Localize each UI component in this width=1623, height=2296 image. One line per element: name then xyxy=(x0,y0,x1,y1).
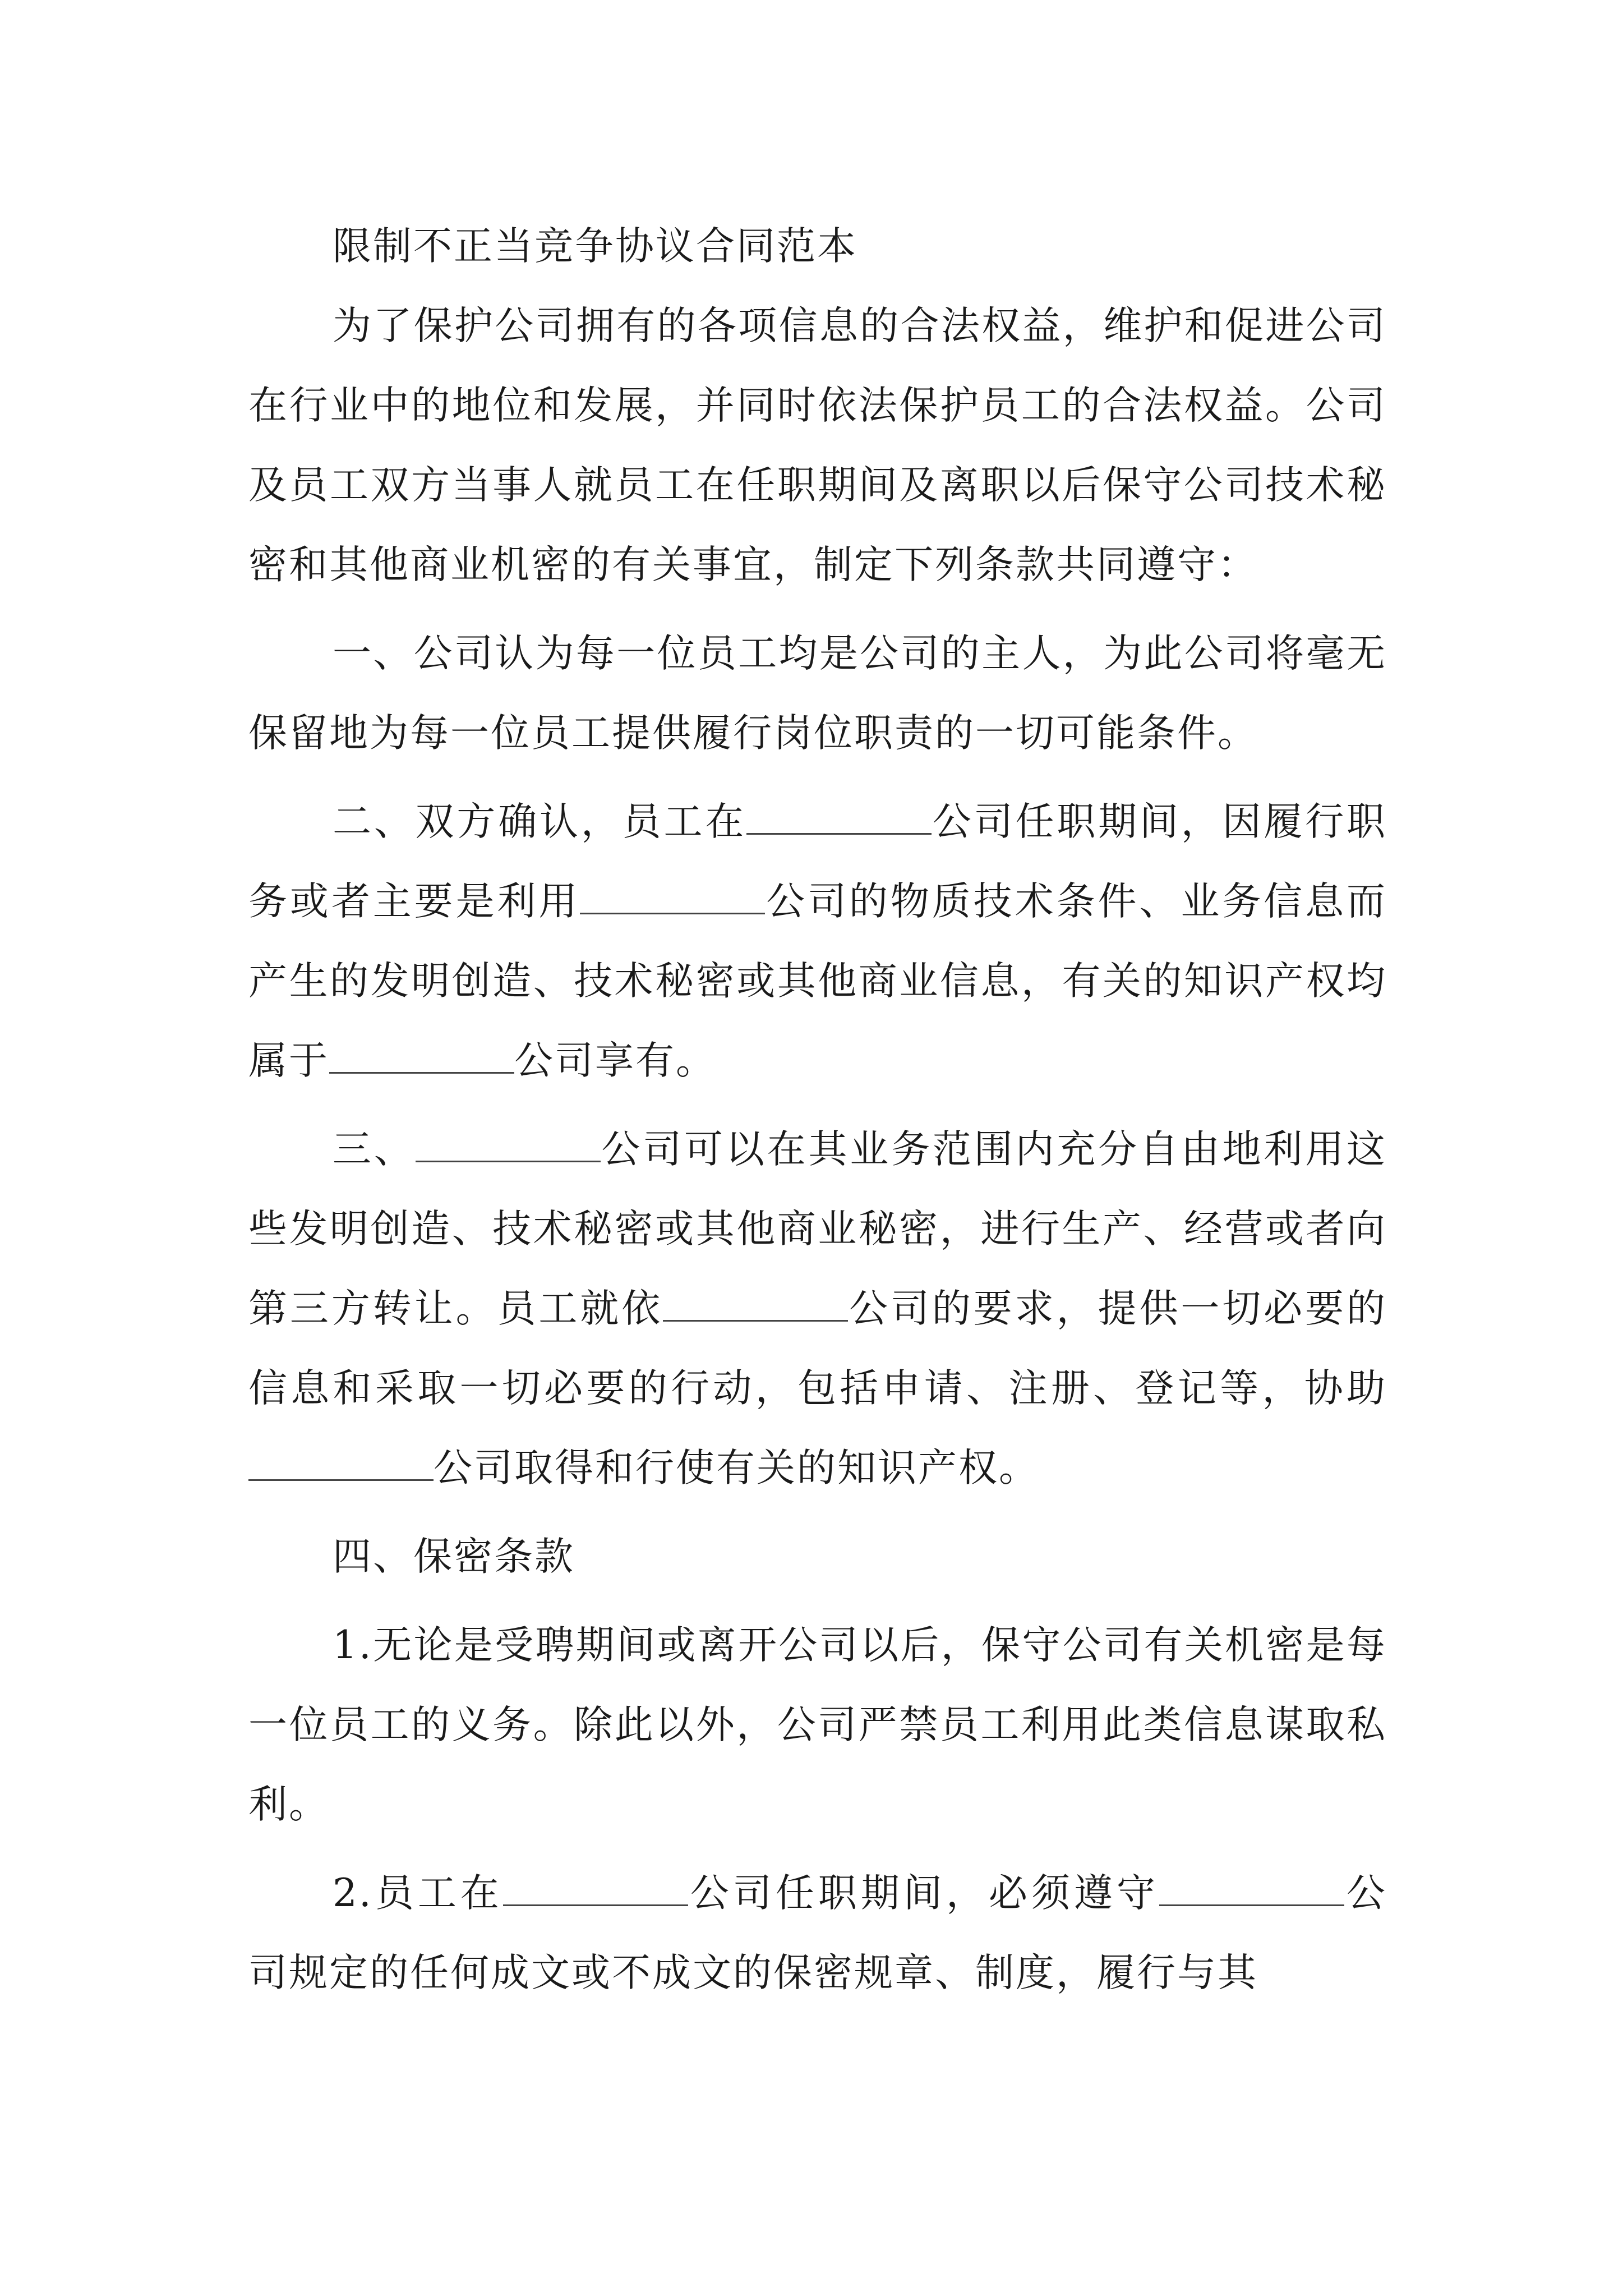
fill-blank xyxy=(663,1287,848,1322)
clause-4-item-2 xyxy=(248,1853,1387,2013)
clause-3-text: 公司的要求，提供一切必要的信息和采取一切必要的行动，包括申请、注册、登记等，协助 xyxy=(248,1286,1387,1411)
clause-4-item-1: 1.无论是受聘期间或离开公司以后，保守公司有关机密是每一位员工的义务。除此以外，公司严禁员工利用此类信息谋取私利。 xyxy=(248,1623,1387,1827)
document-body xyxy=(248,206,1387,2022)
fill-blank xyxy=(746,800,932,835)
clause-3-text: 三、 xyxy=(333,1127,416,1172)
fill-blank xyxy=(580,880,765,914)
clause-2-text: 公司享有。 xyxy=(514,1038,716,1083)
fill-blank xyxy=(1159,1872,1344,1906)
clause-2-text: 公司任职期间，因履行职务或者主要是利用 xyxy=(248,799,1387,924)
clause-3 xyxy=(248,1110,1387,1508)
clause-2 xyxy=(248,782,1387,1101)
clause-1: 一、公司认为每一位员工均是公司的主人，为此公司将毫无保留地为每一位员工提供履行岗位职责的一切可能条件。 xyxy=(248,631,1387,756)
clause-4-item-2-text: 2.员工在 xyxy=(333,1871,503,1916)
clause-3-text: 公司可以在其业务范围内充分自由地利用这些发明创造、技术秘密或其他商业秘密，进行生产、经营或者向第三方转让。员工就依 xyxy=(248,1127,1387,1331)
fill-blank xyxy=(416,1128,601,1162)
clause-3-text: 公司取得和行使有关的知识产权。 xyxy=(434,1446,1039,1490)
clause-2-text: 公司的物质技术条件、业务信息而产生的发明创造、技术秘密或其他商业信息，有关的知识产权均属于 xyxy=(248,879,1387,1083)
fill-blank xyxy=(503,1872,688,1906)
clause-4-item-2-text: 公司规定的任何成文或不成文的保密规章、制度，履行与其 xyxy=(248,1871,1387,1995)
clause-2-text: 二、双方确认，员工在 xyxy=(333,799,747,844)
fill-blank xyxy=(248,1447,434,1481)
fill-blank xyxy=(329,1039,514,1074)
clause-4-heading: 四、保密条款 xyxy=(333,1534,575,1579)
clause-4-item-2-text: 公司任职期间，必须遵守 xyxy=(688,1871,1159,1916)
intro-paragraph: 为了保护公司拥有的各项信息的合法权益，维护和促进公司在行业中的地位和发展，并同时依法保护员工的合法权益。公司及员工双方当事人就员工在任职期间及离职以后保守公司技术秘密和其他商业机密的有关事宜，制定下列条款共同遵守： xyxy=(248,303,1387,587)
document-title: 限制不正当竞争协议合同范本 xyxy=(333,224,857,269)
